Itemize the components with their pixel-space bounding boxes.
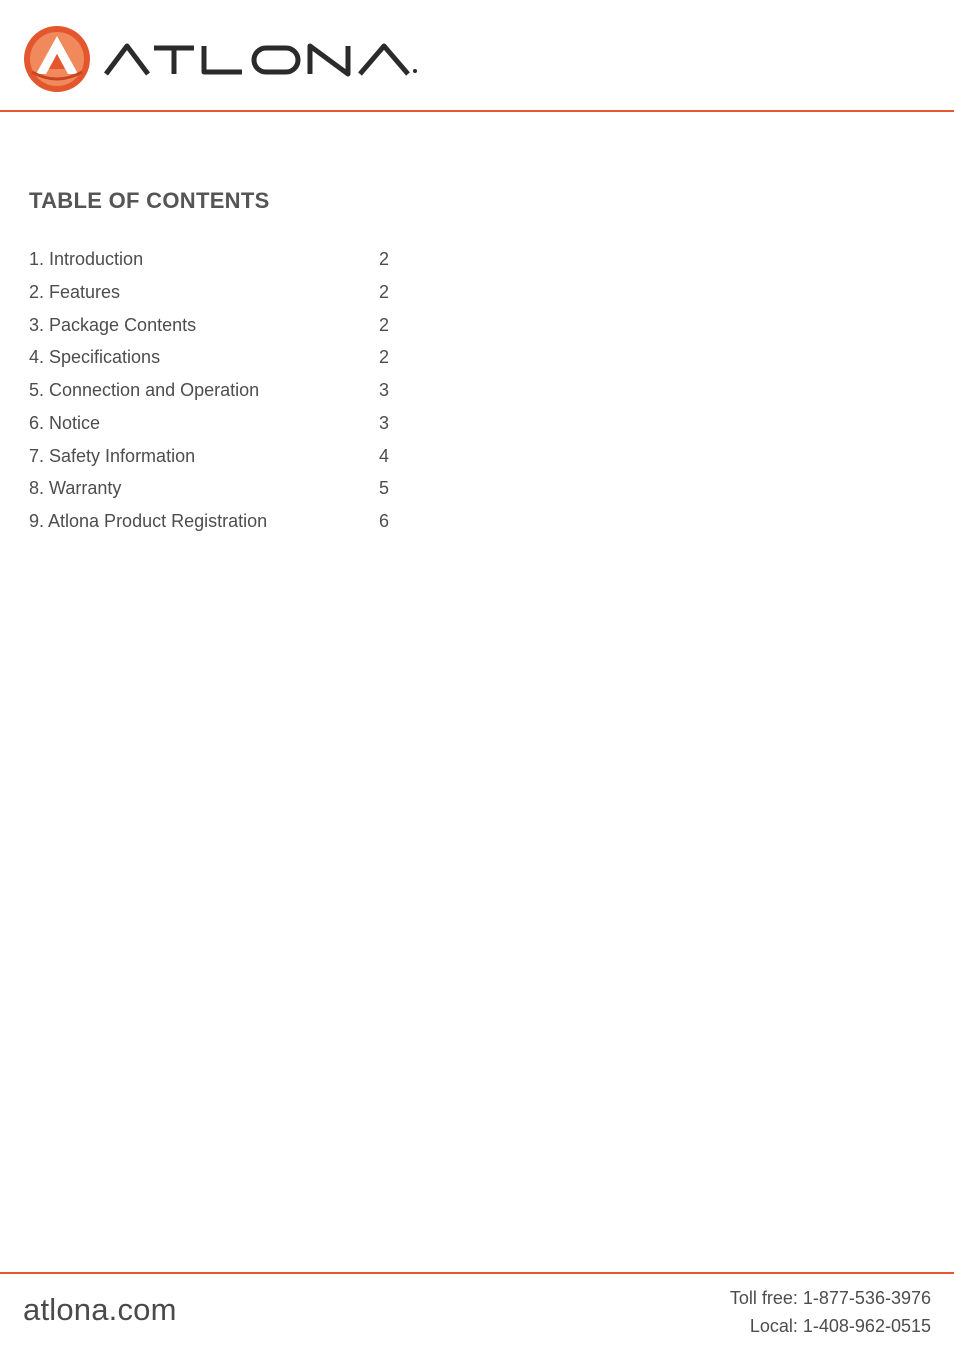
toc-item[interactable] [29,376,399,409]
toc-item-page: 5 [379,478,390,499]
toll-free-number: Toll free: 1-877-536-3976 [729,1288,931,1308]
toc-item-label: 1. Introduction [29,249,144,269]
toc-item-page: 2 [379,314,390,335]
toc-item-page: 2 [379,281,390,302]
page-header [0,0,954,112]
toc-item[interactable] [29,409,399,442]
toc-item-page: 3 [379,412,390,433]
toc-item-label: 8. Warranty [29,478,122,499]
toc-title: TABLE OF CONTENTS [29,188,270,213]
toc-list [29,245,399,540]
toc-item[interactable] [29,278,399,311]
footer-divider [0,1272,954,1274]
toc-item-page: 6 [379,511,390,531]
toc-item-label: 2. Features [29,281,121,302]
toc-item[interactable] [29,343,399,376]
toc-item-label: 5. Connection and Operation [29,380,260,400]
toc-item[interactable] [29,311,399,344]
toc-item-page: 2 [379,347,390,368]
local-number: Local: 1-408-962-0515 [749,1316,931,1336]
toc-item-page: 3 [379,380,390,400]
toc-item[interactable] [29,245,399,278]
website-link[interactable]: atlona.com [23,1292,177,1327]
toc-item-page: 2 [379,249,390,269]
toc-item-page: 4 [379,445,390,466]
toc-item[interactable] [29,507,399,540]
header-divider [0,110,954,112]
toc-item-label: 3. Package Contents [29,314,197,335]
toc-item[interactable] [29,474,399,507]
atlona-logo [22,24,442,94]
contact-info [730,1284,931,1340]
toc-item-label: 6. Notice [29,412,101,433]
toc-item-label: 7. Safety Information [29,445,196,466]
toc-item-label: 4. Specifications [29,347,161,368]
toc-item[interactable] [29,442,399,475]
toc-item-label: 9. Atlona Product Registration [29,511,268,531]
